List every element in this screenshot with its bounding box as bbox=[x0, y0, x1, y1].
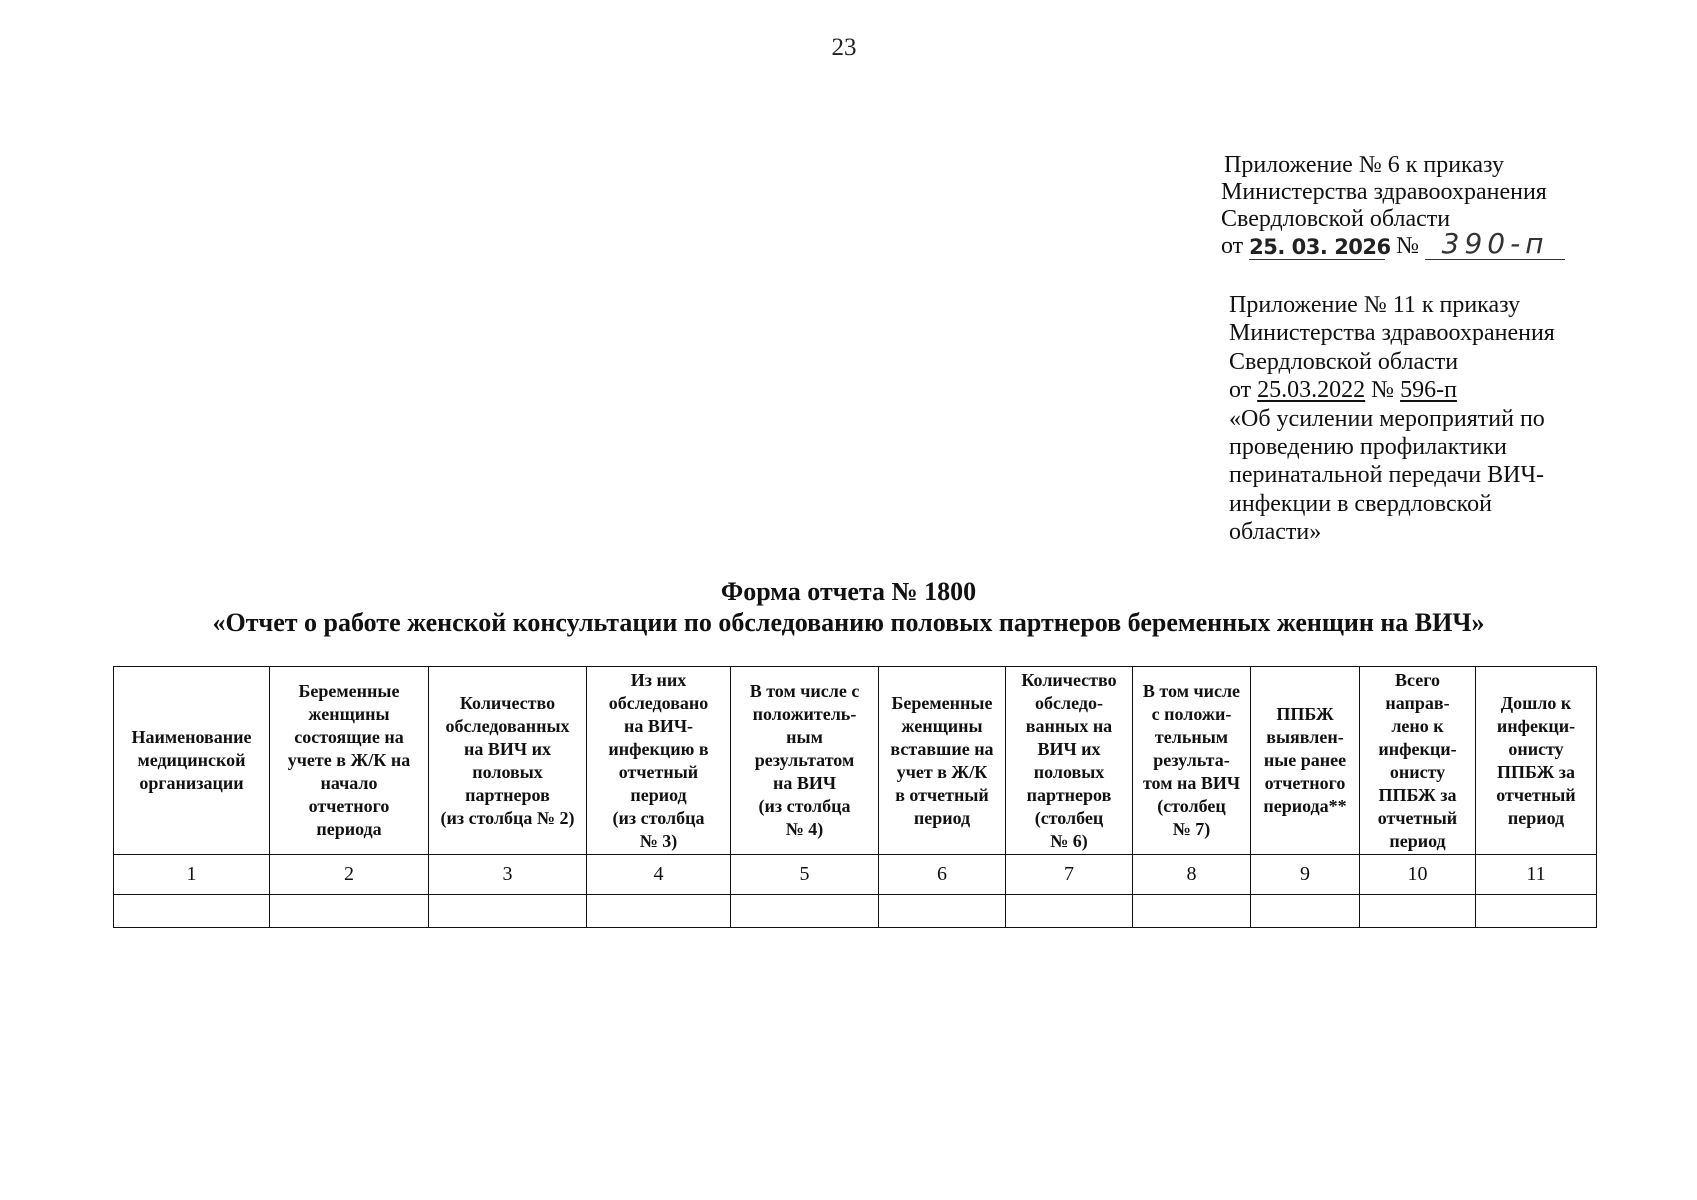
appendix-original-line3: Свердловской области bbox=[1229, 348, 1459, 375]
header-cell: Беременные женщины состоящие на учете в Ж/К на начало отчетного периода bbox=[270, 667, 429, 855]
order-title-line: проведению профилактики bbox=[1229, 434, 1507, 461]
original-order-date: 25.03.2022 bbox=[1257, 377, 1366, 404]
table-header-row bbox=[114, 667, 1597, 855]
table-cell bbox=[587, 895, 731, 928]
header-cell: Количество обследо- ванных на ВИЧ их половых партнеров (столбец № 6) bbox=[1006, 667, 1133, 855]
form-title: Форма отчета № 1800 bbox=[720, 577, 977, 606]
table-cell bbox=[429, 895, 587, 928]
appendix-current-order-block bbox=[1221, 152, 1565, 260]
date-prefix: от bbox=[1229, 377, 1252, 404]
appendix-current-date-line bbox=[1221, 227, 1565, 260]
header-cell: В том числе с положитель- ным результатом на ВИЧ (из столбца № 4) bbox=[731, 667, 879, 855]
column-number-cell: 2 bbox=[270, 855, 429, 895]
original-order-number: 596-п bbox=[1400, 377, 1457, 404]
appendix-original-line2: Министерства здравоохранения bbox=[1229, 320, 1555, 347]
date-prefix: от bbox=[1221, 233, 1244, 259]
appendix-original-line1: Приложение № 11 к приказу bbox=[1229, 292, 1521, 318]
table-cell bbox=[879, 895, 1006, 928]
header-cell: Беременные женщины вставшие на учет в Ж/К в отчетный период bbox=[879, 667, 1006, 855]
table-row bbox=[114, 895, 1597, 928]
table-cell bbox=[1360, 895, 1476, 928]
appendix-current-line2: Министерства здравоохранения bbox=[1221, 179, 1547, 205]
column-number-cell: 6 bbox=[879, 855, 1006, 895]
handwritten-date: 25. 03. 2026 bbox=[1249, 235, 1391, 259]
report-table bbox=[113, 666, 1597, 928]
handwritten-order-number: 390-п bbox=[1425, 229, 1565, 260]
column-number-cell: 10 bbox=[1360, 855, 1476, 895]
order-title-line: перинатальной передачи ВИЧ- bbox=[1229, 462, 1545, 489]
table-cell bbox=[270, 895, 429, 928]
table-cell bbox=[1133, 895, 1251, 928]
appendix-original-date-line bbox=[1229, 376, 1555, 404]
form-subtitle: «Отчет о работе женской консультации по обследованию половых партнеров беременных женщин на ВИЧ» bbox=[212, 608, 1485, 637]
header-cell: Дошло к инфекци- онисту ППБЖ за отчетный период bbox=[1476, 667, 1597, 855]
appendix-original-order-block bbox=[1229, 291, 1555, 547]
header-cell: Всего направ- лено к инфекци- онисту ППБЖ за отчетный период bbox=[1360, 667, 1476, 855]
appendix-current-line3: Свердловской области bbox=[1221, 206, 1451, 232]
column-number-row bbox=[114, 855, 1597, 895]
column-number-cell: 9 bbox=[1251, 855, 1360, 895]
header-cell: Количество обследованных на ВИЧ их половых партнеров (из столбца № 2) bbox=[429, 667, 587, 855]
column-number-cell: 4 bbox=[587, 855, 731, 895]
column-number-cell: 3 bbox=[429, 855, 587, 895]
column-number-cell: 8 bbox=[1133, 855, 1251, 895]
page-number: 23 bbox=[831, 34, 857, 61]
form-title-block bbox=[0, 576, 1697, 638]
header-cell: В том числе с положи- тельным результа- том на ВИЧ (столбец № 7) bbox=[1133, 667, 1251, 855]
order-title-line: «Об усилении мероприятий по bbox=[1229, 405, 1545, 432]
table-cell bbox=[1006, 895, 1133, 928]
table-cell bbox=[1476, 895, 1597, 928]
appendix-current-line1: Приложение № 6 к приказу bbox=[1224, 152, 1504, 178]
number-sign: № bbox=[1396, 233, 1420, 259]
table-cell bbox=[1251, 895, 1360, 928]
header-cell: Наименование медицинской организации bbox=[114, 667, 270, 855]
number-sign: № bbox=[1371, 377, 1395, 404]
column-number-cell: 7 bbox=[1006, 855, 1133, 895]
column-number-cell: 5 bbox=[731, 855, 879, 895]
table-cell bbox=[114, 895, 270, 928]
header-cell: Из них обследовано на ВИЧ- инфекцию в отчетный период (из столбца № 3) bbox=[587, 667, 731, 855]
column-number-cell: 11 bbox=[1476, 855, 1597, 895]
column-number-cell: 1 bbox=[114, 855, 270, 895]
table-cell bbox=[731, 895, 879, 928]
header-cell: ППБЖ выявлен- ные ранее отчетного периода** bbox=[1251, 667, 1360, 855]
order-title-line: области» bbox=[1229, 519, 1322, 546]
order-title-line: инфекции в свердловской bbox=[1229, 490, 1492, 517]
